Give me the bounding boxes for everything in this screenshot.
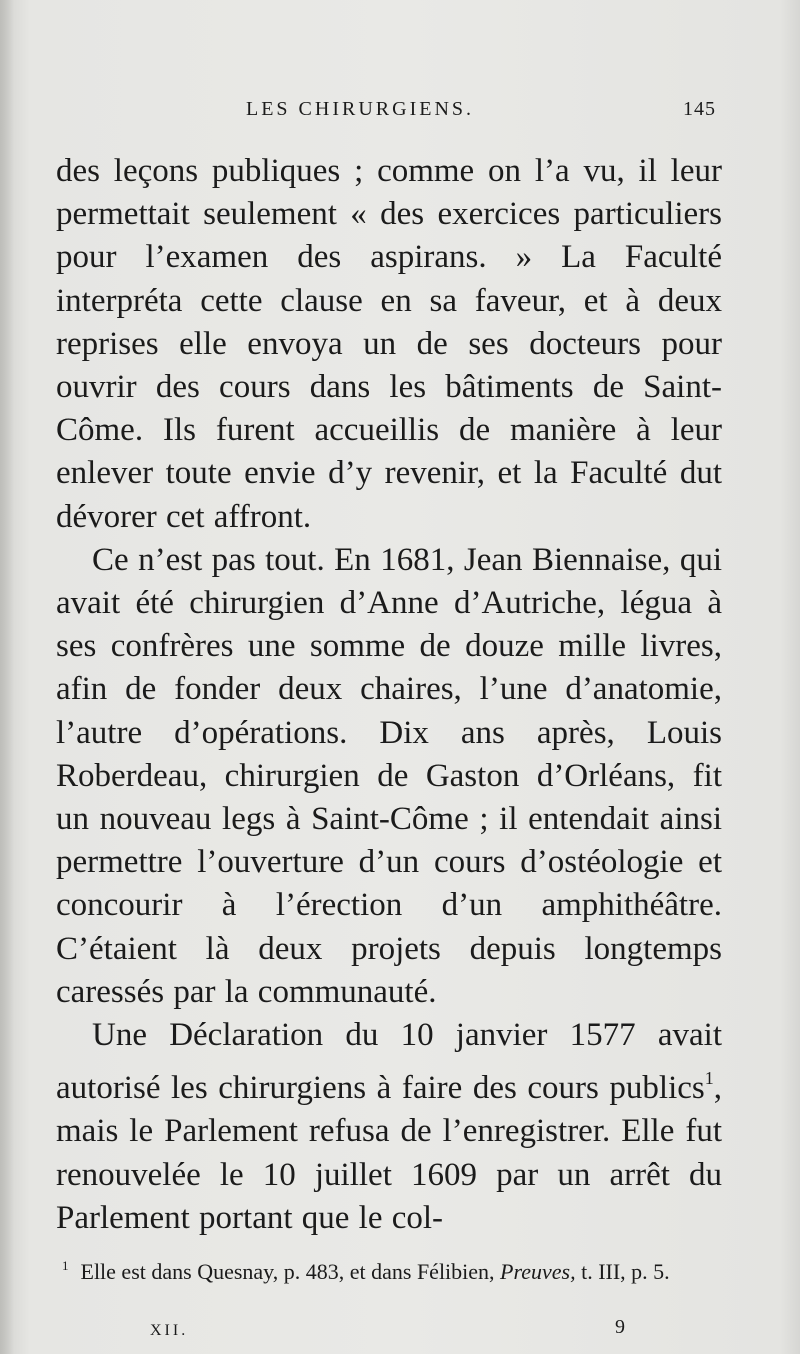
page-edge-shadow bbox=[0, 0, 14, 1354]
footnote-text-start: Elle est dans Quesnay, p. 483, et dans Félibien, bbox=[80, 1259, 495, 1284]
paragraph-1: des leçons publiques ; comme on l’a vu, il leur permettait seulement « des exercices particuliers pour l’examen des aspirans. » La Faculté interpréta cette clause en sa faveur, et à deux reprises elle envoya un de ses docteurs pour ouvrir des cours dans les bâtiments de Saint-Côme. Ils furent accueillis de manière à leur enlever toute envie d’y revenir, et la Faculté dut dévorer cet affront. bbox=[56, 153, 722, 535]
footnote-marker: 1 bbox=[62, 1258, 69, 1273]
paragraph-3 bbox=[56, 1014, 722, 1240]
sheet-number: 9 bbox=[615, 1316, 625, 1338]
paragraph-3-text-start: Une Déclaration du 10 janvier 1577 avait autorisé les chirurgiens à faire des cours publics bbox=[56, 1017, 722, 1107]
running-title: LES CHIRURGIENS. bbox=[246, 98, 475, 120]
signature-mark: XII. bbox=[150, 1322, 189, 1339]
body-text bbox=[56, 150, 722, 1240]
footnote-reference: 1 bbox=[704, 1068, 714, 1089]
page-number: 145 bbox=[683, 98, 716, 120]
footnote-work-title: Preuves, bbox=[500, 1259, 576, 1284]
running-header bbox=[56, 98, 716, 134]
paragraph-2: Ce n’est pas tout. En 1681, Jean Biennaise, qui avait été chirurgien d’Anne d’Autriche, légua à ses confrères une somme de douze mille livres, afin de fonder deux chaires, l’une d’anatomie, l’autre d’opérations. Dix ans après, Louis Roberdeau, chirurgien de Gaston d’Orléans, fit un nouveau legs à Saint-Côme ; il entendait ainsi permettre l’ouverture d’un cours d’ostéologie et concourir à l’érection d’un amphithéâtre. C’étaient là deux projets depuis longtemps caressés par la communauté. bbox=[56, 541, 722, 1010]
paragraph-3-text-end: , mais le Parlement refusa de l’enregistrer. Elle fut renouvelée le 10 juillet 1609 par un arrêt du Parlement portant que le col- bbox=[56, 1070, 722, 1236]
footnote-text-end: t. III, p. 5. bbox=[581, 1259, 670, 1284]
footnote bbox=[56, 1250, 722, 1287]
